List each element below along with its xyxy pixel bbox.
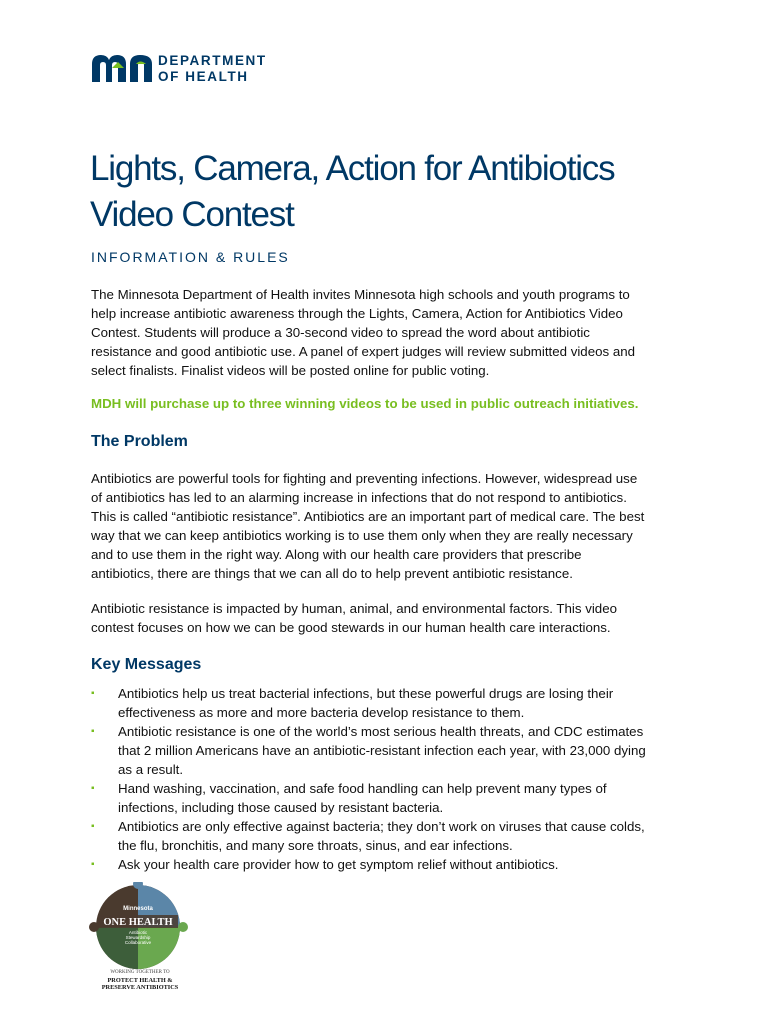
bullet-line: as a result. <box>118 762 184 777</box>
list-item <box>91 684 691 722</box>
problem-line: Antibiotics are powerful tools for fighting and preventing infections. However, widespread use <box>91 471 638 486</box>
logo-line-2: OF HEALTH <box>158 69 249 84</box>
page-subtitle: INFORMATION & RULES <box>91 249 290 265</box>
problem-line: antibiotics, there are things that we can all do to help prevent antibiotic resistance. <box>91 566 573 581</box>
intro-paragraph <box>91 285 691 380</box>
bullet-line: that 2 million Americans have an antibiotic-resistant infection each year, with 23,000 dying <box>118 743 646 758</box>
problem-line: contest focuses on how we can be good stewards in our human health care interactions. <box>91 620 611 635</box>
bullet-icon: ▪ <box>91 688 95 699</box>
intro-line: Contest. Students will produce a 30-second video to spread the word about antibiotic <box>91 325 590 340</box>
problem-line: way that we can keep antibiotics working is to use them only when they are really necessary <box>91 528 633 543</box>
badge-sub-label-2: Stewardship <box>125 935 151 940</box>
bullet-line: Antibiotics are only effective against bacteria; they don’t work on viruses that cause colds, <box>118 819 645 834</box>
bullet-line: effectiveness as more and more bacteria develop resistance to them. <box>118 705 525 720</box>
key-messages-list <box>91 684 691 874</box>
problem-line: and to use them in the right way. Along with our health care providers that prescribe <box>91 547 582 562</box>
intro-line: resistance and good antibiotic use. A panel of expert judges will review submitted videos and <box>91 344 636 359</box>
problem-paragraph-1 <box>91 469 691 583</box>
badge-sub-label-1: Antibiotic <box>128 930 148 935</box>
badge-caption-small: WORKING TOGETHER TO <box>110 970 170 975</box>
badge-caption-line-1: PROTECT HEALTH & <box>107 976 173 984</box>
intro-line: help increase antibiotic awareness through the Lights, Camera, Action for Antibiotics Video <box>91 306 623 321</box>
problem-line: Antibiotic resistance is impacted by human, animal, and environmental factors. This video <box>91 601 617 616</box>
problem-heading: The Problem <box>91 433 188 450</box>
problem-line: This is called “antibiotic resistance”. Antibiotics are an important part of medical care. The best <box>91 509 645 524</box>
bullet-line: Antibiotic resistance is one of the world’s most serious health threats, and CDC estimates <box>118 724 644 739</box>
badge-sub-label-3: Collaborative <box>124 940 152 945</box>
title-line-2: Video Contest <box>90 195 294 234</box>
intro-line: select finalists. Finalist videos will be posted online for public voting. <box>91 363 490 378</box>
list-item <box>91 779 691 817</box>
mn-logo-mark-icon <box>90 52 154 84</box>
bullet-line: infections, including those caused by resistant bacteria. <box>118 800 444 815</box>
logo-line-1: DEPARTMENT <box>158 53 267 68</box>
mdh-logo <box>90 52 290 88</box>
page-title <box>90 146 710 238</box>
bullet-icon: ▪ <box>91 726 95 737</box>
badge-caption-line-2: PRESERVE ANTIBIOTICS <box>101 984 179 991</box>
problem-paragraph-2 <box>91 599 691 637</box>
list-item <box>91 855 691 874</box>
list-item <box>91 817 691 855</box>
badge-top-label: Minnesota <box>123 906 153 912</box>
purchase-highlight: MDH will purchase up to three winning videos to be used in public outreach initiatives. <box>91 396 639 411</box>
badge-caption <box>88 969 192 992</box>
bullet-icon: ▪ <box>91 821 95 832</box>
title-line-1: Lights, Camera, Action for Antibiotics <box>90 149 615 188</box>
list-item <box>91 722 691 779</box>
intro-line: The Minnesota Department of Health invites Minnesota high schools and youth programs to <box>91 287 630 302</box>
bullet-line: Antibiotics help us treat bacterial infections, but these powerful drugs are losing their <box>118 686 614 701</box>
bullet-icon: ▪ <box>91 783 95 794</box>
bullet-line: the flu, bronchitis, and many sore throats, sinus, and ear infections. <box>118 838 513 853</box>
key-messages-heading: Key Messages <box>91 656 202 673</box>
bullet-line: Ask your health care provider how to get symptom relief without antibiotics. <box>118 857 559 872</box>
logo-wordmark <box>158 53 267 85</box>
problem-line: of antibiotics has led to an alarming increase in infections that do not respond to antibiotics. <box>91 490 627 505</box>
bullet-icon: ▪ <box>91 859 95 870</box>
badge-main-label: ONE HEALTH <box>103 917 173 928</box>
bullet-line: Hand washing, vaccination, and safe food handling can help prevent many types of <box>118 781 607 796</box>
